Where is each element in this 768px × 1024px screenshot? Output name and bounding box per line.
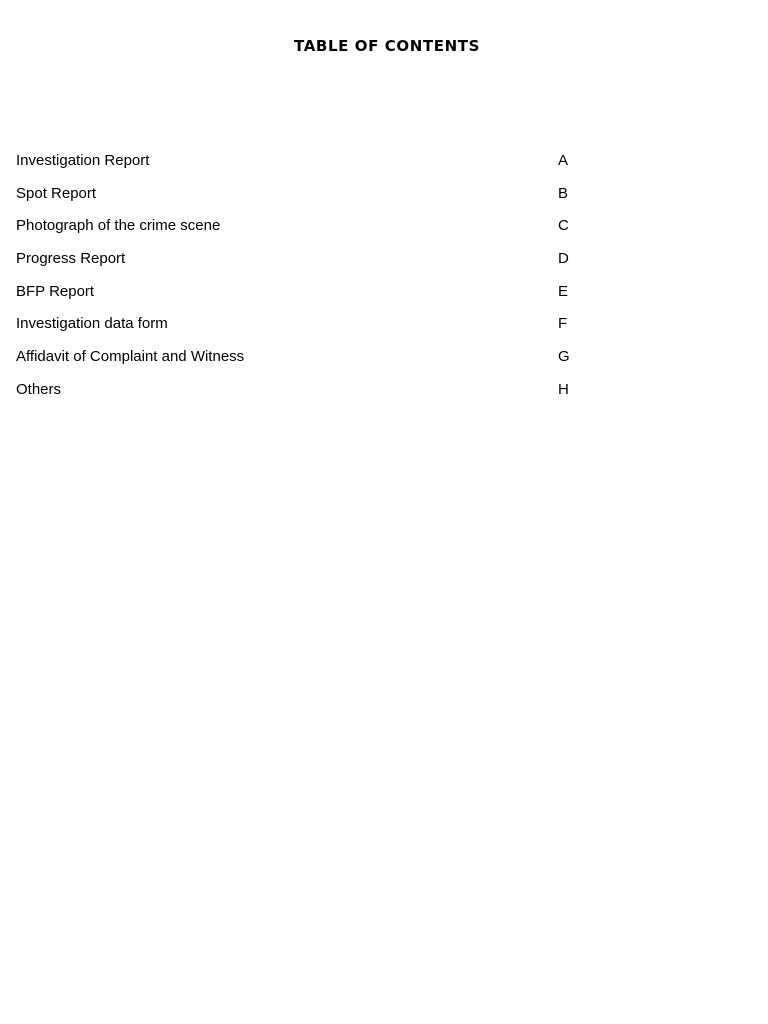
toc-item-label: Progress Report: [16, 250, 126, 268]
toc-item-affidavit: [16, 343, 596, 376]
toc-item-annex-letter: F: [558, 315, 568, 333]
toc-item-annex-letter: G: [558, 348, 570, 366]
toc-item-photograph-crime-scene: [16, 212, 596, 245]
page-title: TABLE OF CONTENTS: [294, 37, 480, 55]
toc-item-label: Others: [16, 380, 62, 398]
toc-item-annex-letter: A: [558, 152, 569, 169]
toc-item-label: Investigation data form: [16, 315, 168, 333]
toc-item-annex-letter: E: [558, 282, 569, 300]
toc-item-annex-letter: H: [558, 380, 569, 398]
toc-item-others: [16, 376, 596, 409]
toc-item-investigation-data-form: [16, 310, 596, 343]
toc-item-label: Investigation Report: [16, 152, 150, 169]
table-of-contents-list: [16, 147, 596, 409]
toc-item-label: Photograph of the crime scene: [16, 217, 221, 235]
toc-item-spot-report: [16, 180, 596, 213]
toc-item-label: Affidavit of Complaint and Witness: [16, 348, 245, 366]
toc-item-investigation-report: [16, 147, 596, 180]
toc-item-progress-report: [16, 245, 596, 278]
toc-item-label: Spot Report: [16, 184, 97, 202]
toc-item-bfp-report: [16, 278, 596, 311]
toc-item-annex-letter: C: [558, 217, 569, 235]
toc-item-annex-letter: D: [558, 250, 569, 268]
toc-item-annex-letter: B: [558, 184, 569, 202]
toc-item-label: BFP Report: [16, 282, 95, 300]
